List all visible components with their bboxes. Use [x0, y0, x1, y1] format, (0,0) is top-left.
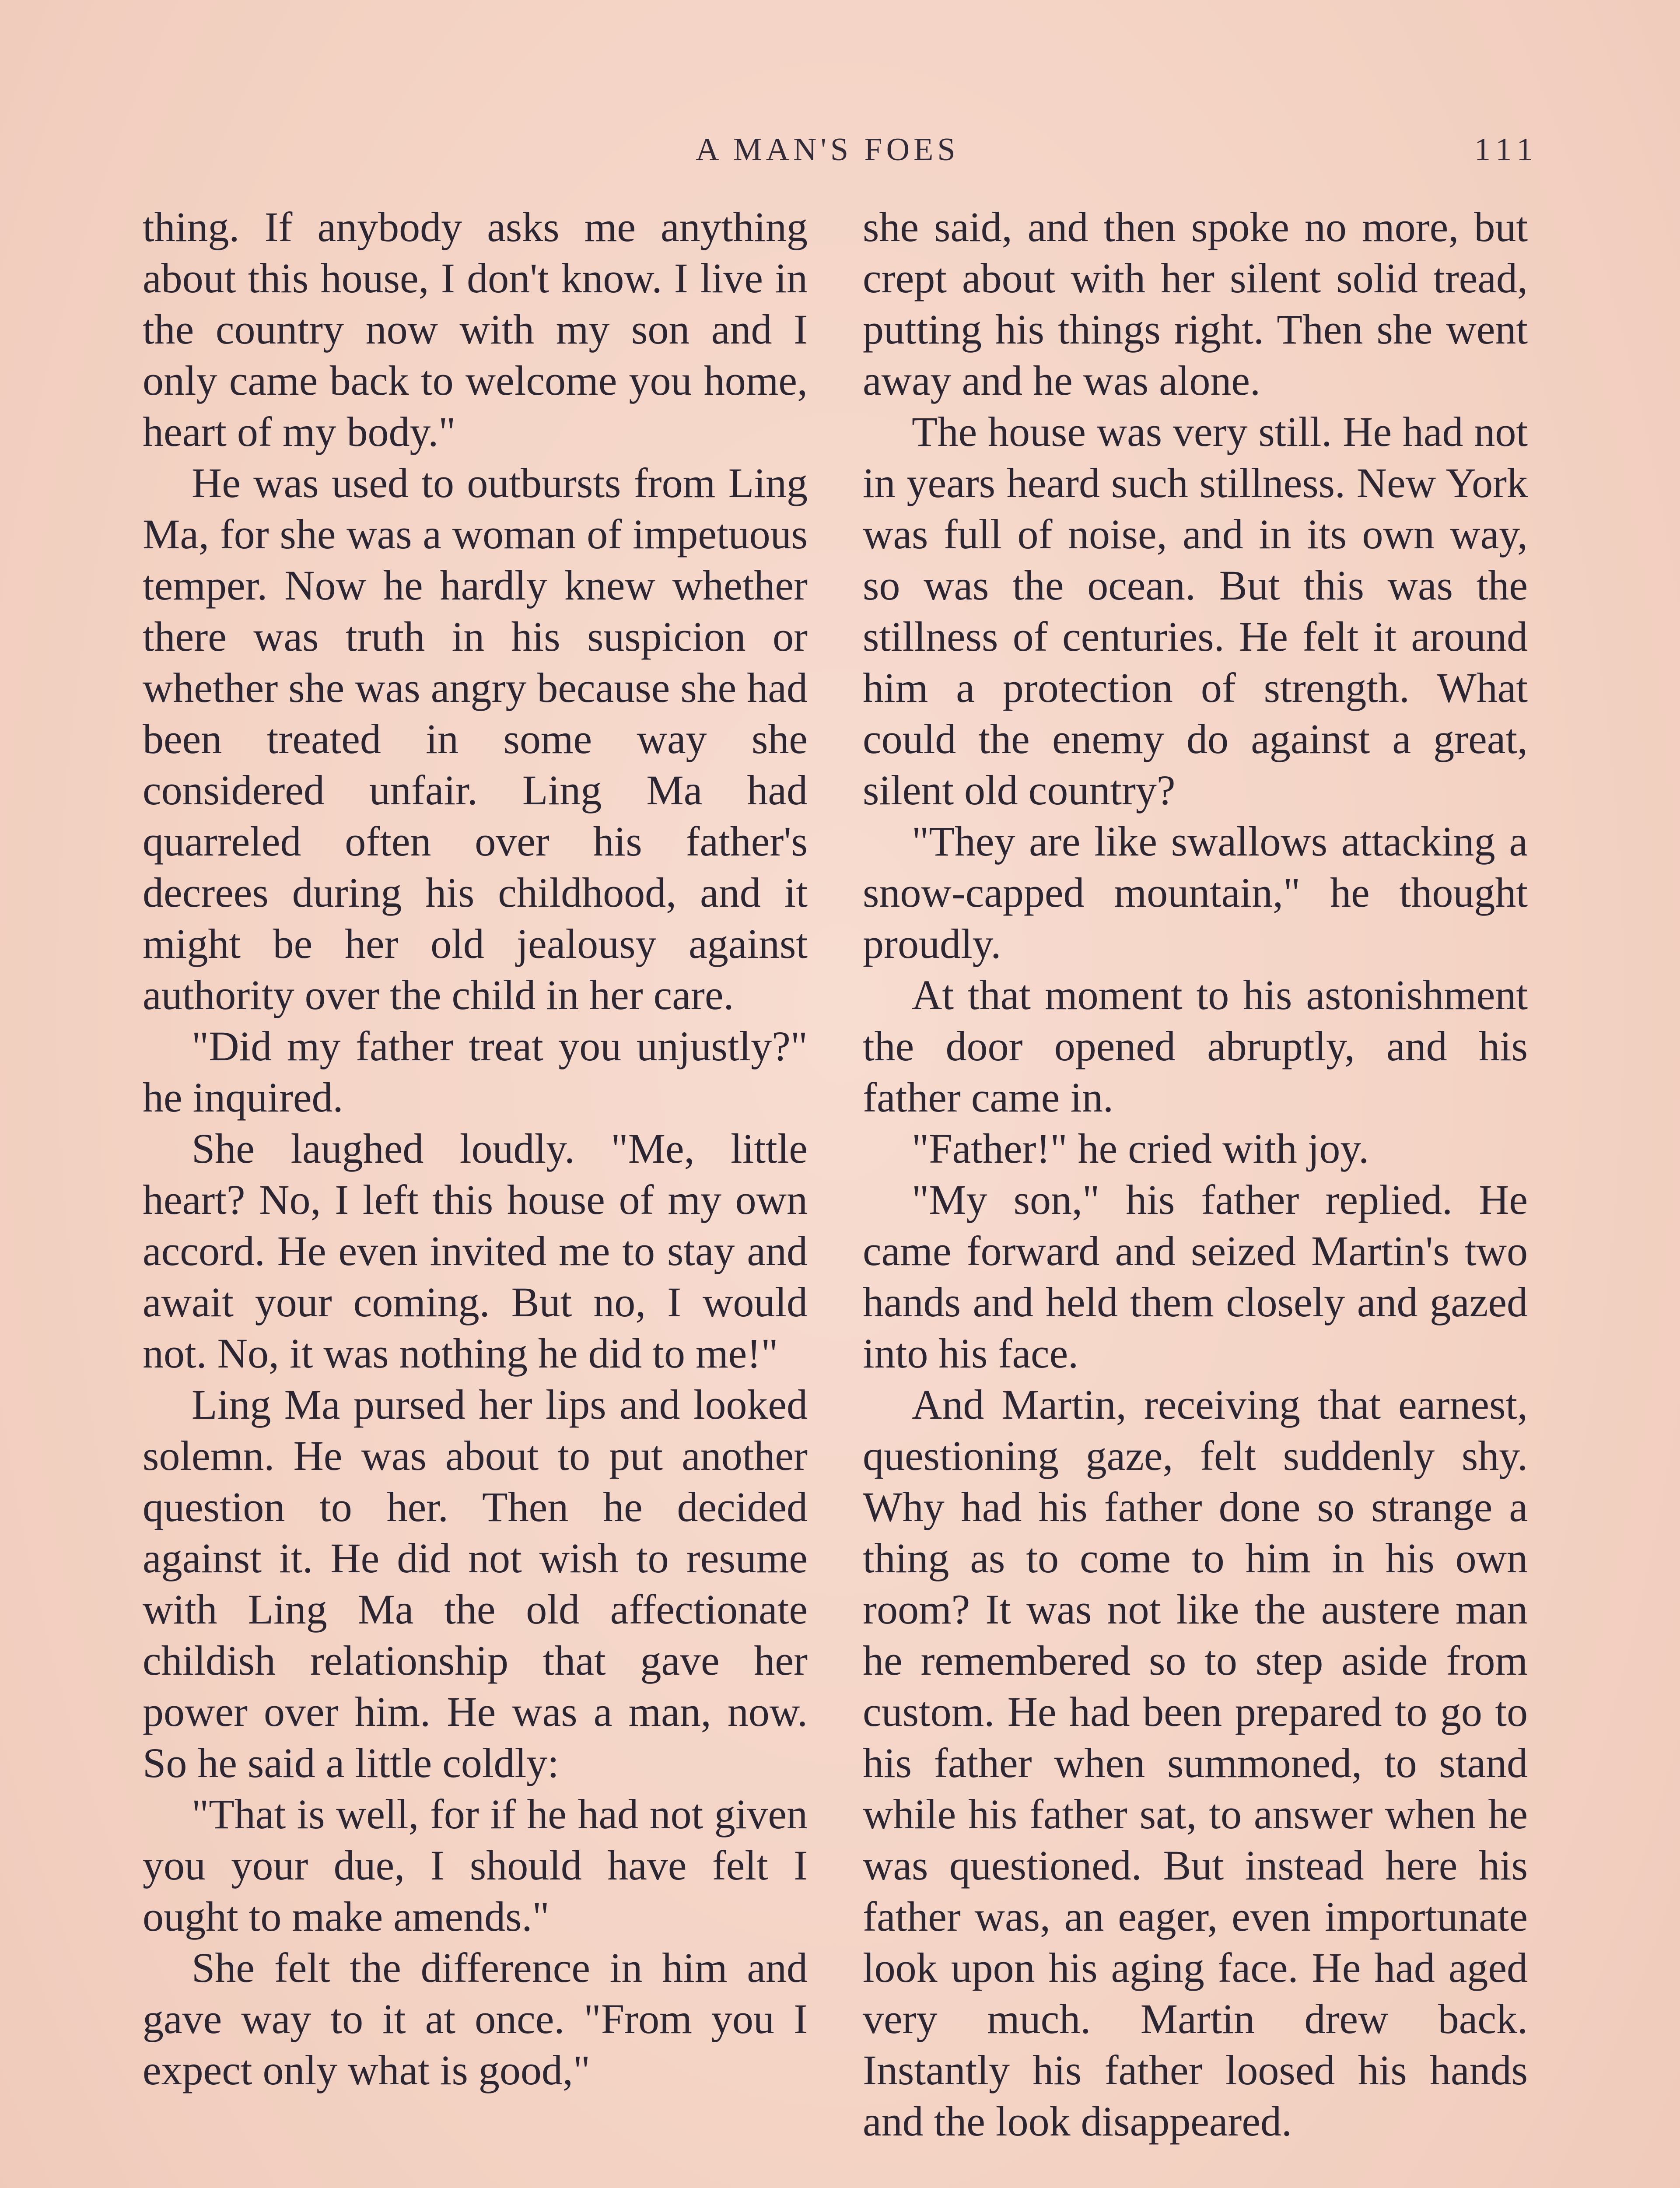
paragraph: "My son," his father replied. He came forward and seized Martin's two hands and held them closely and gazed into his face. [863, 1176, 1528, 1377]
paragraph: He was used to outbursts from Ling Ma, for she was a woman of impetuous temper. Now he hardly knew whether there was truth in his suspicion or whether she was angry because she had been treated in some way she considered unfair. Ling Ma had quarreled often over his father's decrees during his childhood, and it might be her old jealousy against authority over the child in her care. [143, 459, 808, 1018]
page-number: 111 [1474, 132, 1539, 168]
paragraph: "They are like swallows attacking a snow-capped mountain," he thought proudly. [863, 818, 1528, 967]
paragraph: She felt the difference in him and gave way to it at once. "From you I expect only what is good," [143, 1944, 808, 2093]
paragraph: The house was very still. He had not in years heard such stillness. New York was full of noise, and in its own way, so was the ocean. But this was the stillness of centuries. He felt it around him a protection of strength. What could the enemy do against a great, silent old country? [863, 408, 1528, 813]
paragraph: thing. If anybody asks me anything about this house, I don't know. I live in the country now with my son and I only came back to welcome you home, heart of my body." [143, 203, 808, 455]
paragraph: "Did my father treat you unjustly?" he inquired. [143, 1023, 808, 1121]
paragraph: "Father!" he cried with joy. [912, 1125, 1369, 1172]
left-column [143, 201, 808, 2096]
paragraph: "That is well, for if he had not given you your due, I should have felt I ought to make amends." [143, 1791, 808, 1940]
paragraph: She laughed loudly. "Me, little heart? No, I left this house of my own accord. He even invited me to stay and await your coming. But no, I would not. No, it was nothing he did to me!" [143, 1125, 808, 1377]
paragraph: Ling Ma pursed her lips and looked solemn. He was about to put another question to her. Then he decided against it. He did not wish to resume with Ling Ma the old affectionate childish relationship that gave her power over him. He was a man, now. So he said a little coldly: [143, 1381, 808, 1786]
right-column [863, 201, 1528, 2147]
paragraph: And Martin, receiving that earnest, questioning gaze, felt suddenly shy. Why had his father done so strange a thing as to come to him in his own room? It was not like the austere man he remembered so to step aside from custom. He had been prepared to go to his father when summoned, to stand while his father sat, to answer when he was questioned. But instead here his father was, an eager, even importunate look upon his aging face. He had aged very much. Martin drew back. Instantly his father loosed his hands and the look disappeared. [863, 1381, 1528, 2145]
paragraph: At that moment to his astonishment the door opened abruptly, and his father came in. [863, 971, 1528, 1121]
paragraph: she said, and then spoke no more, but crept about with her silent solid tread, putting his things right. Then she went away and he was alone. [863, 203, 1528, 404]
running-head: A MAN'S FOES [696, 132, 959, 168]
